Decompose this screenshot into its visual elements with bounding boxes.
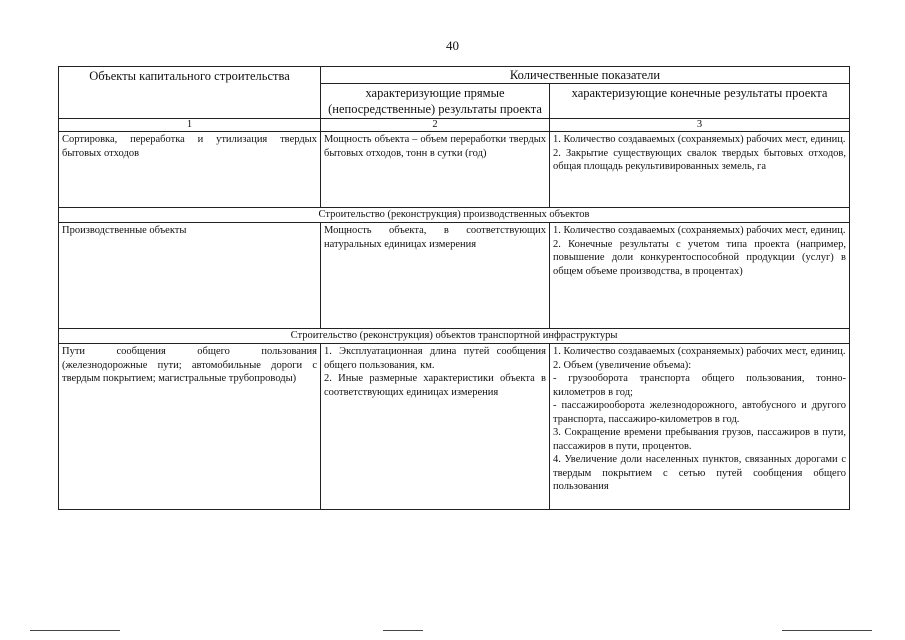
table-row-production xyxy=(59,223,850,329)
column-number-2: 2 xyxy=(321,119,550,132)
direct-item: 1. Эксплуатационная длина путей сообщения общего пользования, км. xyxy=(324,346,546,371)
final-item: 4. Увеличение доли населенных пунктов, связанных дорогами с твердым покрытием с сетью путей сообщения общего пользования xyxy=(553,454,846,492)
direct-result-cell: Мощность объекта, в соответствующих натуральных единицах измерения xyxy=(321,223,550,329)
final-item: 2. Конечные результаты с учетом типа проекта (например, повышение доли конкурентоспособной продукции (услуг) в общем объеме производства, в процентах) xyxy=(553,238,846,277)
column-number-3: 3 xyxy=(550,119,850,132)
edge-mark-center xyxy=(383,630,423,631)
object-cell: Пути сообщения общего пользования (железнодорожные пути; автомобильные дороги с твердым покрытием; магистральные трубопроводы) xyxy=(59,344,321,510)
header-objects: Объекты капитального строительства xyxy=(59,67,321,119)
final-item: 1. Количество создаваемых (сохраняемых) рабочих мест, единиц. xyxy=(553,346,846,357)
edge-mark-left xyxy=(30,630,120,631)
final-item: 1. Количество создаваемых (сохраняемых) рабочих мест, единиц. xyxy=(553,134,846,145)
object-cell: Сортировка, переработка и утилизация твердых бытовых отходов xyxy=(59,132,321,208)
header-direct-results: характеризующие прямые (непосредственные) результаты проекта xyxy=(321,84,550,119)
column-number-1: 1 xyxy=(59,119,321,132)
direct-result-cell xyxy=(321,344,550,510)
header-final-results: характеризующие конечные результаты проекта xyxy=(550,84,850,119)
final-result-cell xyxy=(550,132,850,208)
table-row-transport xyxy=(59,344,850,510)
direct-result-cell: Мощность объекта – объем переработки твердых бытовых отходов, тонн в сутки (год) xyxy=(321,132,550,208)
section-heading-transport: Строительство (реконструкция) объектов транспортной инфраструктуры xyxy=(59,329,850,344)
header-quantitative: Количественные показатели xyxy=(321,67,850,84)
section-heading-production: Строительство (реконструкция) производственных объектов xyxy=(59,208,850,223)
final-item: 1. Количество создаваемых (сохраняемых) рабочих мест, единиц. xyxy=(553,225,846,236)
final-item: - грузооборота транспорта общего пользования, тонно-километров в год; xyxy=(553,373,846,398)
final-item: 2. Объем (увеличение объема): xyxy=(553,359,692,371)
table-row-waste xyxy=(59,132,850,208)
direct-item: 2. Иные размерные характеристики объекта в соответствующих единицах измерения xyxy=(324,373,546,398)
object-cell: Производственные объекты xyxy=(59,223,321,329)
final-item: 3. Сокращение времени пребывания грузов, пассажиров в пути, пассажиров в пути, процентов. xyxy=(553,427,846,452)
edge-mark-right xyxy=(782,630,872,631)
final-result-cell xyxy=(550,344,850,510)
page-number: 40 xyxy=(446,38,459,53)
final-item: 2. Закрытие существующих свалок твердых бытовых отходов, общая площадь рекультивированных земель, га xyxy=(553,147,846,172)
capital-construction-indicators-table xyxy=(58,66,850,510)
final-item: - пассажирооборота железнодорожного, автобусного и другого транспорта, пассажиро-километров в год. xyxy=(553,400,846,425)
final-result-cell xyxy=(550,223,850,329)
